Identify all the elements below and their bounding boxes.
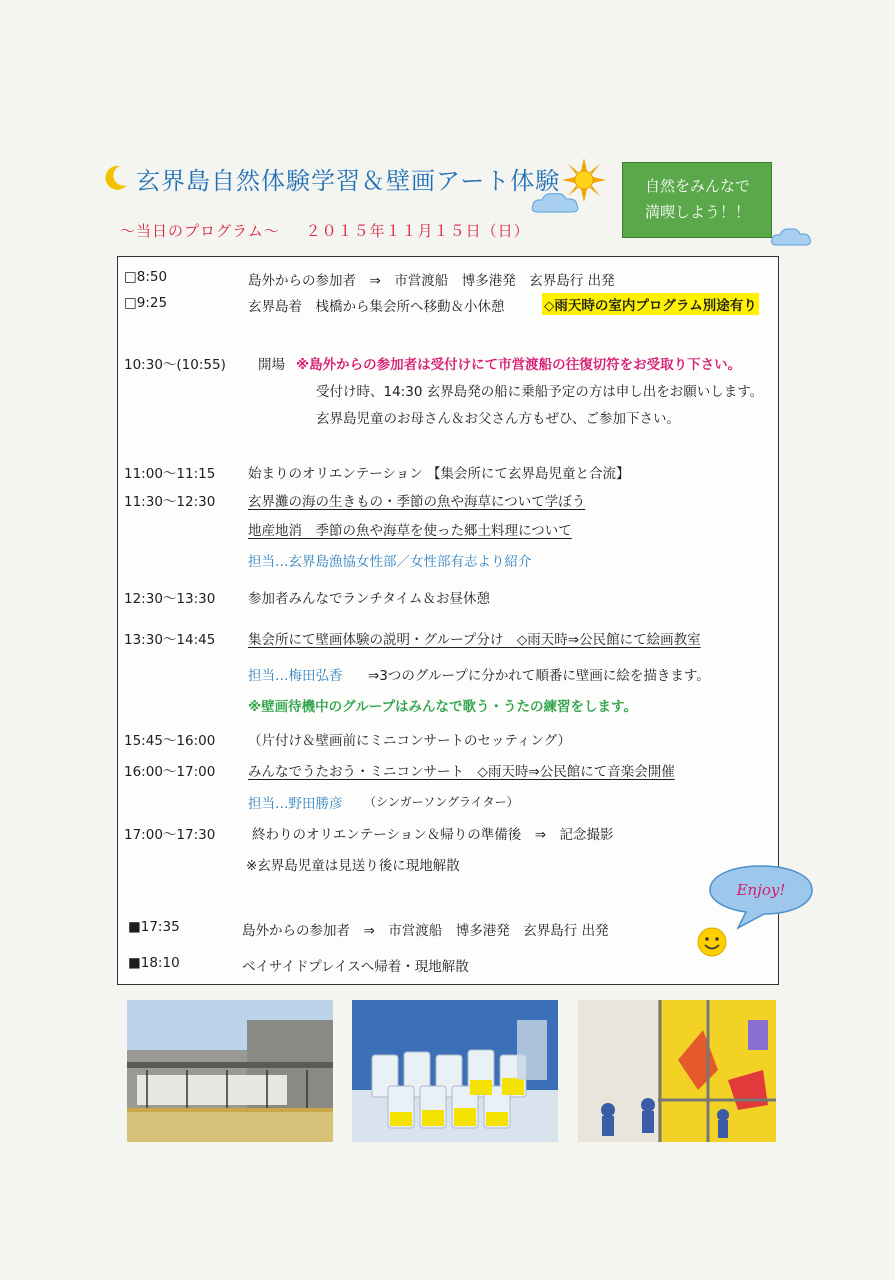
enjoy-speech-bubble [706, 862, 816, 932]
schedule-text: ⇒3つのグループに分かれて順番に壁画に絵を描きます。 [368, 668, 710, 684]
schedule-text: 参加者みんなでランチタイム＆お昼休憩 [248, 591, 491, 607]
rain-note-highlight: ◇雨天時の室内プログラム別途有り [542, 293, 759, 315]
notice-green: ※壁画待機中のグループはみんなで歌う・うたの練習をします。 [248, 699, 637, 715]
schedule-time: ■18:10 [128, 955, 180, 971]
page-title: 玄界島自然体験学習＆壁画アート体験 [136, 166, 561, 195]
banner-line: 満喫しよう！！ [645, 203, 751, 221]
event-date: ２０１５年１１月１５日（日） [305, 222, 530, 240]
schedule-text: （片付け＆壁画前にミニコンサートのセッティング） [248, 733, 572, 749]
staff-note: 担当…野田勝彦 [248, 796, 343, 812]
photo-mural-painting [578, 1000, 776, 1142]
schedule-time: 16:00～17:00 [124, 764, 216, 780]
schedule-text: （シンガーソングライター） [364, 795, 519, 809]
photo-wall-site [127, 1000, 333, 1142]
schedule-time: 11:00～11:15 [124, 466, 216, 482]
schedule-text: 地産地消 季節の魚や海草を使った郷土料理について [248, 523, 572, 539]
schedule-text: 集会所にて壁画体験の説明・グループ分け ◇雨天時⇒公民館にて絵画教室 [248, 632, 701, 648]
schedule-time: 13:30～14:45 [124, 632, 216, 648]
schedule-text: みんなでうたおう・ミニコンサート ◇雨天時⇒公民館にて音楽会開催 [248, 764, 675, 780]
title-row [100, 158, 560, 198]
schedule-text: ※玄界島児童は見送り後に現地解散 [246, 858, 460, 874]
schedule-box [117, 256, 779, 985]
schedule-time: 10:30～(10:55) [124, 357, 226, 373]
schedule-text: 始まりのオリエンテーション 【集会所にて玄界島児童と合流】 [248, 466, 630, 482]
program-subtitle [120, 220, 530, 241]
moon-icon [100, 163, 130, 193]
schedule-time: ■17:35 [128, 919, 180, 935]
staff-note: 担当…玄界島漁協女性部／女性部有志より紹介 [248, 554, 532, 570]
schedule-time: 12:30～13:30 [124, 591, 216, 607]
schedule-text: 島外からの参加者 ⇒ 市営渡船 博多港発 玄界島行 出発 [248, 273, 615, 289]
schedule-text: 玄界灘の海の生きもの・季節の魚や海草について学ぼう [248, 494, 586, 510]
subtitle-text: ～当日のプログラム～ [120, 222, 280, 240]
schedule-text: 終わりのオリエンテーション＆帰りの準備後 ⇒ 記念撮影 [252, 827, 614, 843]
schedule-time: 15:45～16:00 [124, 733, 216, 749]
schedule-text: 受付け時、14:30 玄界島発の船に乗船予定の方は申し出をお願いします。 [316, 384, 764, 400]
schedule-time: □8:50 [124, 269, 168, 285]
schedule-text: 玄界島児童のお母さん＆お父さん方もぜひ、ご参加下さい。 [316, 411, 680, 427]
schedule-label: 開場 [258, 357, 285, 373]
banner-callout [622, 162, 772, 238]
cloud-icon [770, 226, 812, 248]
banner-line: 自然をみんなで [645, 177, 751, 195]
enjoy-text: Enjoy! [736, 881, 786, 899]
schedule-text: 島外からの参加者 ⇒ 市営渡船 博多港発 玄界島行 出発 [242, 923, 609, 939]
schedule-time: □9:25 [124, 295, 168, 311]
schedule-time: 11:30～12:30 [124, 494, 216, 510]
schedule-time: 17:00～17:30 [124, 827, 216, 843]
cloud-icon [530, 190, 580, 216]
staff-note: 担当…梅田弘香 [248, 668, 343, 684]
notice-pink: ※島外からの参加者は受付けにて市営渡船の往復切符をお受取り下さい。 [296, 357, 742, 373]
smiley-icon [696, 926, 728, 958]
photo-paint-cups [352, 1000, 558, 1142]
schedule-text: ベイサイドプレイスへ帰着・現地解散 [242, 959, 469, 975]
schedule-text: 玄界島着 桟橋から集会所へ移動＆小休憩 [248, 299, 505, 315]
